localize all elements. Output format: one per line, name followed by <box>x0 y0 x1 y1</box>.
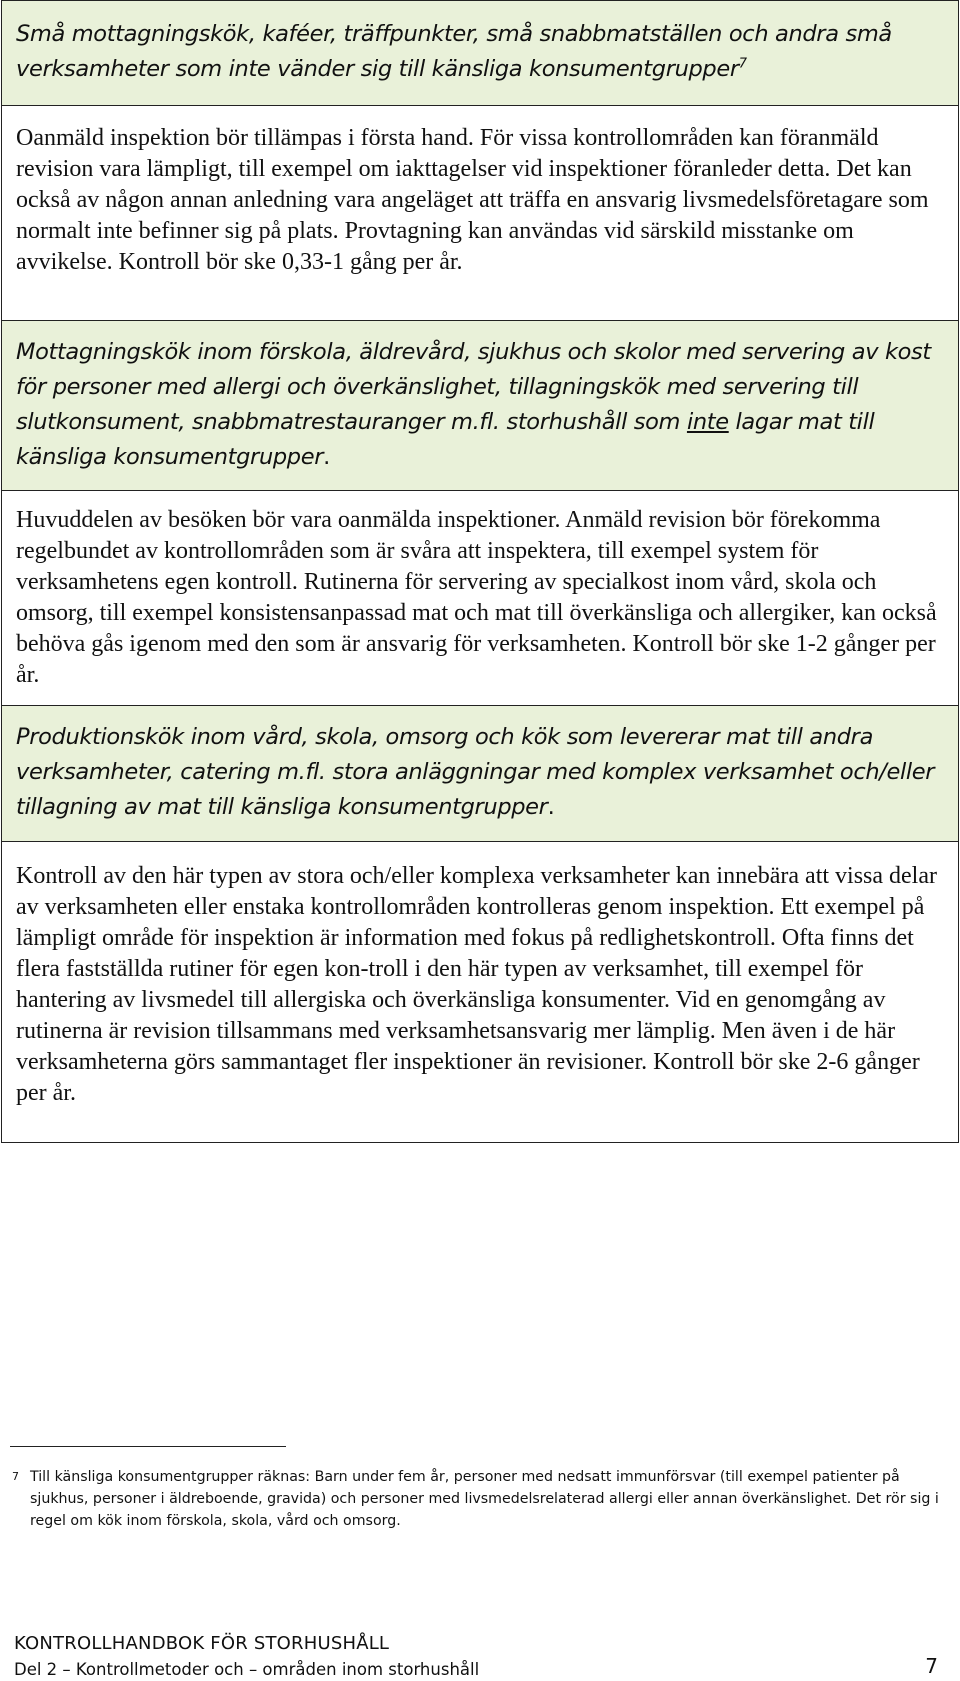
content-table <box>1 0 959 1143</box>
section-3-heading-period: . <box>547 794 555 820</box>
section-3-heading-text: Produktionskök inom vård, skola, omsorg och kök som levererar mat till andra verksamheter, catering m.fl. stora anläggningar med komplex verksamhet och/eller tillagning av mat till känsliga konsumentgrupper <box>16 724 935 820</box>
footnote-number: 7 <box>12 1470 19 1483</box>
section-2-body: Huvuddelen av besöken bör vara oanmälda inspektioner. Anmäld revision bör förekomma regelbundet av kontrollområden som är svåra att inspektera, till exempel system för verksamhetens egen kontroll. Rutinerna för servering av specialkost inom vård, skola och omsorg, till exempel konsistensanpassad mat och mat till överkänsliga och allergiker, kan också behöva gås igenom med den som är ansvarig för verksamheten. Kontroll bör ske 1-2 gånger per år. <box>2 491 958 706</box>
section-3-body: Kontroll av den här typen av stora och/eller komplexa verksamheter kan innebära att vissa delar av verksamheten eller enstaka kontrollområden kontrolleras genom inspektion. Ett exempel på lämpligt område för inspektion är information med fokus på redlighetskontroll. Ofta finns det flera fastställda rutiner för egen kon-troll i den här typen av verksamhet, till exempel för hantering av livsmedel till allergiska och överkänsliga konsumenter. Vid en genomgång av rutinerna är revision tillsammans med verksamhetsansvarig mer lämplig. Men även i de här verksamheterna görs sammantaget fler inspektioner än revisioner. Kontroll bör ske 2-6 gånger per år. <box>2 842 958 1142</box>
section-1-heading <box>2 1 958 106</box>
footer-title: KONTROLLHANDBOK FÖR STORHUSHÅLL <box>14 1633 390 1654</box>
footnote-text: Till känsliga konsumentgrupper räknas: Barn under fem år, personer med nedsatt immunförsvar (till exempel patienter på sjukhus, personer i äldreboende, gravida) och personer med livsmedelsrelaterad allergi eller annan överkänslighet. Det rör sig i regel om kök inom förskola, skola, vård och omsorg. <box>30 1469 939 1529</box>
section-2-heading-underlined: inte <box>686 409 729 435</box>
footnote <box>10 1466 940 1532</box>
section-1-heading-text: Små mottagningskök, kaféer, träffpunkter, små snabbmatställen och andra små verksamheter som inte vänder sig till känsliga konsumentgrupper <box>16 21 892 82</box>
section-2-heading-text-end: lagar mat till känsliga konsumentgrupper <box>16 409 875 470</box>
page-number: 7 <box>925 1654 938 1678</box>
footer-subtitle: Del 2 – Kontrollmetoder och – områden inom storhushåll <box>14 1660 480 1679</box>
footnote-divider <box>10 1446 286 1447</box>
section-2-heading <box>2 321 958 491</box>
section-3-heading <box>2 706 958 842</box>
section-2-heading-period: . <box>323 444 330 470</box>
section-1-body: Oanmäld inspektion bör tillämpas i första hand. För vissa kontrollområden kan föranmäld revision vara lämpligt, till exempel om iakttagelser vid inspektioner föranleder detta. Det kan också av någon annan anledning vara angeläget att träffa en ansvarig livsmedelsföretagare som normalt inte befinner sig på plats. Provtagning kan användas vid särskild misstanke om avvikelse. Kontroll bör ske 0,33-1 gång per år. <box>2 106 958 321</box>
footnote-reference: 7 <box>738 56 747 72</box>
section-2-heading-text: Mottagningskök inom förskola, äldrevård, sjukhus och skolor med servering av kost för personer med allergi och överkänslighet, tillagningskök med servering till slutkonsument, snabbmatrestauranger m.fl. storhushåll som <box>16 339 931 435</box>
